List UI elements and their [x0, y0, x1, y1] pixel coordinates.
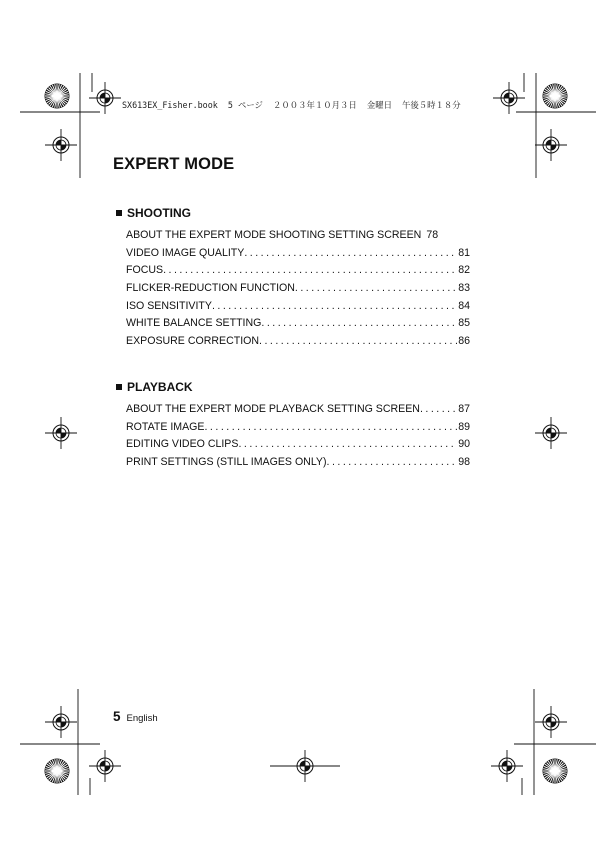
dot-leader	[238, 436, 457, 454]
toc-entry-page: 82	[458, 264, 470, 277]
section-heading-label: PLAYBACK	[127, 380, 193, 394]
dot-leader	[295, 280, 457, 298]
toc-entry-label: FOCUS	[126, 264, 164, 277]
toc-entry[interactable]	[126, 419, 470, 437]
toc-entry-page: 84	[458, 299, 470, 312]
toc-entry-label: PRINT SETTINGS (STILL IMAGES ONLY)	[126, 456, 327, 469]
toc-entry-page: 78	[426, 229, 439, 241]
dot-leader	[327, 454, 458, 472]
toc-entry-page: 89	[458, 420, 470, 433]
toc-entry-page: 81	[458, 246, 470, 259]
section-heading-label: SHOOTING	[127, 206, 192, 220]
toc-entry[interactable]	[126, 245, 470, 263]
toc-entry-label: ABOUT THE EXPERT MODE PLAYBACK SETTING SCREEN	[126, 403, 420, 415]
toc-entry-page: 90	[458, 438, 470, 451]
toc-entry[interactable]	[126, 280, 470, 298]
toc-entry[interactable]	[126, 227, 470, 245]
toc-entry-page: 98	[458, 456, 470, 469]
toc-entry[interactable]	[126, 298, 470, 316]
dot-leader	[420, 401, 457, 419]
toc-entry-page: 83	[458, 282, 470, 295]
toc-entry-label: EDITING VIDEO CLIPS	[126, 438, 239, 451]
dot-leader	[259, 333, 457, 351]
page-number: 5	[113, 709, 121, 724]
dot-leader	[261, 315, 457, 333]
toc-entry-label: FLICKER-REDUCTION FUNCTION	[126, 282, 295, 295]
square-bullet-icon	[116, 384, 122, 390]
toc-entry[interactable]	[126, 401, 470, 419]
toc-entry[interactable]	[126, 315, 470, 333]
dot-leader	[204, 419, 457, 437]
language-label: English	[126, 713, 158, 724]
page-title: EXPERT MODE	[113, 155, 235, 173]
section-heading-shooting	[116, 206, 191, 220]
toc-entry-label: WHITE BALANCE SETTING	[126, 317, 262, 330]
toc-entry[interactable]	[126, 262, 470, 280]
dot-leader	[244, 245, 457, 263]
toc-entry-label: ISO SENSITIVITY	[126, 299, 212, 312]
toc-entry-label: ROTATE IMAGE	[126, 420, 205, 433]
toc-entry-page: 85	[458, 317, 470, 330]
page-footer	[113, 709, 158, 724]
toc-entry-label: ABOUT THE EXPERT MODE SHOOTING SETTING SCREEN	[126, 229, 422, 241]
toc-entry-label: VIDEO IMAGE QUALITY	[126, 246, 245, 259]
dot-leader	[212, 298, 457, 316]
toc-entry[interactable]	[126, 333, 470, 351]
toc-entry-page: 87	[458, 403, 470, 415]
toc-entry[interactable]	[126, 454, 470, 472]
dot-leader	[163, 262, 457, 280]
section-heading-playback	[116, 380, 193, 394]
toc-list-shooting	[126, 227, 470, 351]
toc-entry-label: EXPOSURE CORRECTION	[126, 335, 260, 348]
print-slug-header: SX613EX_Fisher.book 5 ページ ２００３年１０月３日 金曜日 午後５時１８分	[122, 100, 461, 110]
toc-entry[interactable]	[126, 436, 470, 454]
toc-list-playback	[126, 401, 470, 472]
square-bullet-icon	[116, 210, 122, 216]
toc-entry-page: 86	[458, 335, 470, 348]
